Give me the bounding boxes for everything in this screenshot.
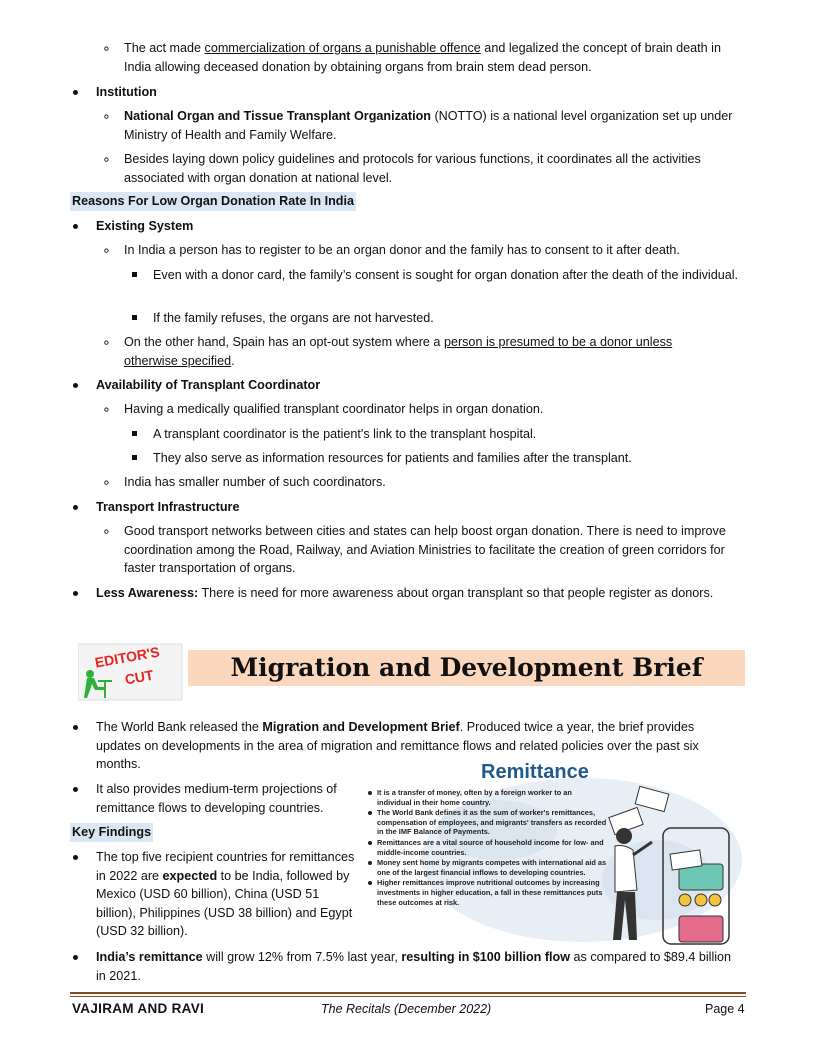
subheading: Existing System xyxy=(96,219,194,233)
list-item xyxy=(124,522,729,578)
text: The top five recipient countries for remittances in 2022 are xyxy=(96,850,355,883)
bold-text: India’s remittance xyxy=(96,950,203,964)
text: If the family refuses, the organs are not harvested. xyxy=(153,311,434,325)
list-item xyxy=(124,150,749,187)
section-heading: Key Findings xyxy=(70,823,153,842)
remittance-item: The World Bank defines it as the sum of worker's remittances, compensation of employees, and migrants' transfers as recorded in the IMF Balance of Payments. xyxy=(377,808,607,837)
list-item xyxy=(124,333,724,370)
text: . xyxy=(231,353,235,368)
text: They also serve as information resources for patients and families after the transplant. xyxy=(153,451,632,465)
footer-org: VAJIRAM AND RAVI xyxy=(72,1001,205,1016)
text: A transplant coordinator is the patient's link to the transplant hospital. xyxy=(153,427,537,441)
subheading: Availability of Transplant Coordinator xyxy=(96,378,321,392)
text: to be India, followed by Mexico (USD 60 billion), China (USD 51 billion), Philippines (USD 38 billion) and Egypt (USD 32 billion). xyxy=(96,868,353,938)
list-item xyxy=(124,241,744,260)
remittance-title: Remittance xyxy=(481,761,589,783)
list-item xyxy=(124,400,744,419)
text: Even with a donor card, the family’s consent is sought for organ donation after the death of the individual. xyxy=(153,268,739,282)
section-banner-title: Migration and Development Brief xyxy=(188,650,745,686)
list-item xyxy=(153,425,743,444)
remittance-list xyxy=(367,788,607,908)
list-item xyxy=(124,39,744,76)
remittance-item: Remittances are a vital source of household income for low- and middle-income countries. xyxy=(377,838,607,857)
footer-divider xyxy=(70,996,746,997)
remittance-item: Money sent home by migrants competes with international aid as one of the largest financial inflows to developing countries. xyxy=(377,858,607,877)
section-heading: Reasons For Low Organ Donation Rate In India xyxy=(70,192,356,211)
subheading: Transport Infrastructure xyxy=(96,500,240,514)
remittance-item: Higher remittances improve nutritional outcomes by increasing investments in higher education, a fall in these remittances puts these outcomes at risk. xyxy=(377,878,607,907)
underlined-text: commercialization of organs a punishable offence xyxy=(204,41,481,55)
footer-divider xyxy=(70,992,746,994)
text: There is need for more awareness about organ transplant so that people register as donors. xyxy=(198,586,714,600)
remittance-infographic xyxy=(367,760,747,946)
text: In India a person has to register to be an organ donor and the family has to consent to it after death. xyxy=(124,243,680,257)
bold-text: National Organ and Tissue Transplant Organization xyxy=(124,109,431,123)
text: The act made xyxy=(124,41,205,55)
text: India has smaller number of such coordinators. xyxy=(124,475,386,489)
text: will grow 12% from 7.5% last year, xyxy=(202,950,402,964)
list-item xyxy=(96,217,193,236)
bold-text: Less Awareness: xyxy=(96,586,199,600)
editors-cut-icon xyxy=(78,640,184,702)
list-item xyxy=(96,498,239,517)
bold-text: Migration and Development Brief xyxy=(262,720,460,734)
subheading: Institution xyxy=(96,85,157,99)
badge-line1: EDITOR'S xyxy=(93,643,161,671)
list-item xyxy=(153,449,743,468)
list-item xyxy=(96,780,364,817)
text: It also provides medium-term projections of remittance flows to developing countries. xyxy=(96,782,337,815)
underlined-text: person is presumed to be a donor unless otherwise specified xyxy=(124,335,673,368)
footer-publication: The Recitals (December 2022) xyxy=(321,1002,492,1016)
text: On the other hand, Spain has an opt-out system where a xyxy=(124,335,444,349)
text: Good transport networks between cities and states can help boost organ donation. There is need to improve coordination among the Road, Railway, and Aviation Ministries to facilitate the creation of green corridors for faster transportation of organs. xyxy=(124,524,726,575)
badge-line2: CUT xyxy=(123,666,155,688)
text: Having a medically qualified transplant coordinator helps in organ donation. xyxy=(124,402,544,416)
text: as compared to $89.4 billion in 2021. xyxy=(96,950,732,983)
list-item xyxy=(124,107,744,144)
bold-text: resulting in $100 billion flow xyxy=(401,950,571,964)
list-item xyxy=(153,266,743,285)
text: and legalized the concept of brain death in India allowing deceased donation by obtaining organs from brain stem dead person. xyxy=(124,41,721,74)
list-item-institution xyxy=(96,83,157,102)
remittance-item: It is a transfer of money, often by a foreign worker to an individual in their home country. xyxy=(377,788,607,807)
text: . Produced twice a year, the brief provides updates on developments in the area of migration and remittance flows and related policies over the past six months. xyxy=(96,720,699,771)
list-item xyxy=(96,584,716,603)
footer-page-number: Page 4 xyxy=(705,1002,745,1016)
text: (NOTTO) is a national level organization set up under Ministry of Health and Family Welfare. xyxy=(124,109,733,142)
editors-cut-badge xyxy=(78,640,184,702)
list-item xyxy=(96,376,320,395)
bold-text: expected xyxy=(162,868,218,883)
text: The World Bank released the xyxy=(96,720,263,734)
list-item xyxy=(153,309,743,328)
list-item xyxy=(96,948,736,985)
list-item xyxy=(124,473,744,492)
text: Besides laying down policy guidelines and protocols for various functions, it coordinates all the activities associated with organ donation at national level. xyxy=(124,152,701,185)
list-item xyxy=(96,848,358,941)
